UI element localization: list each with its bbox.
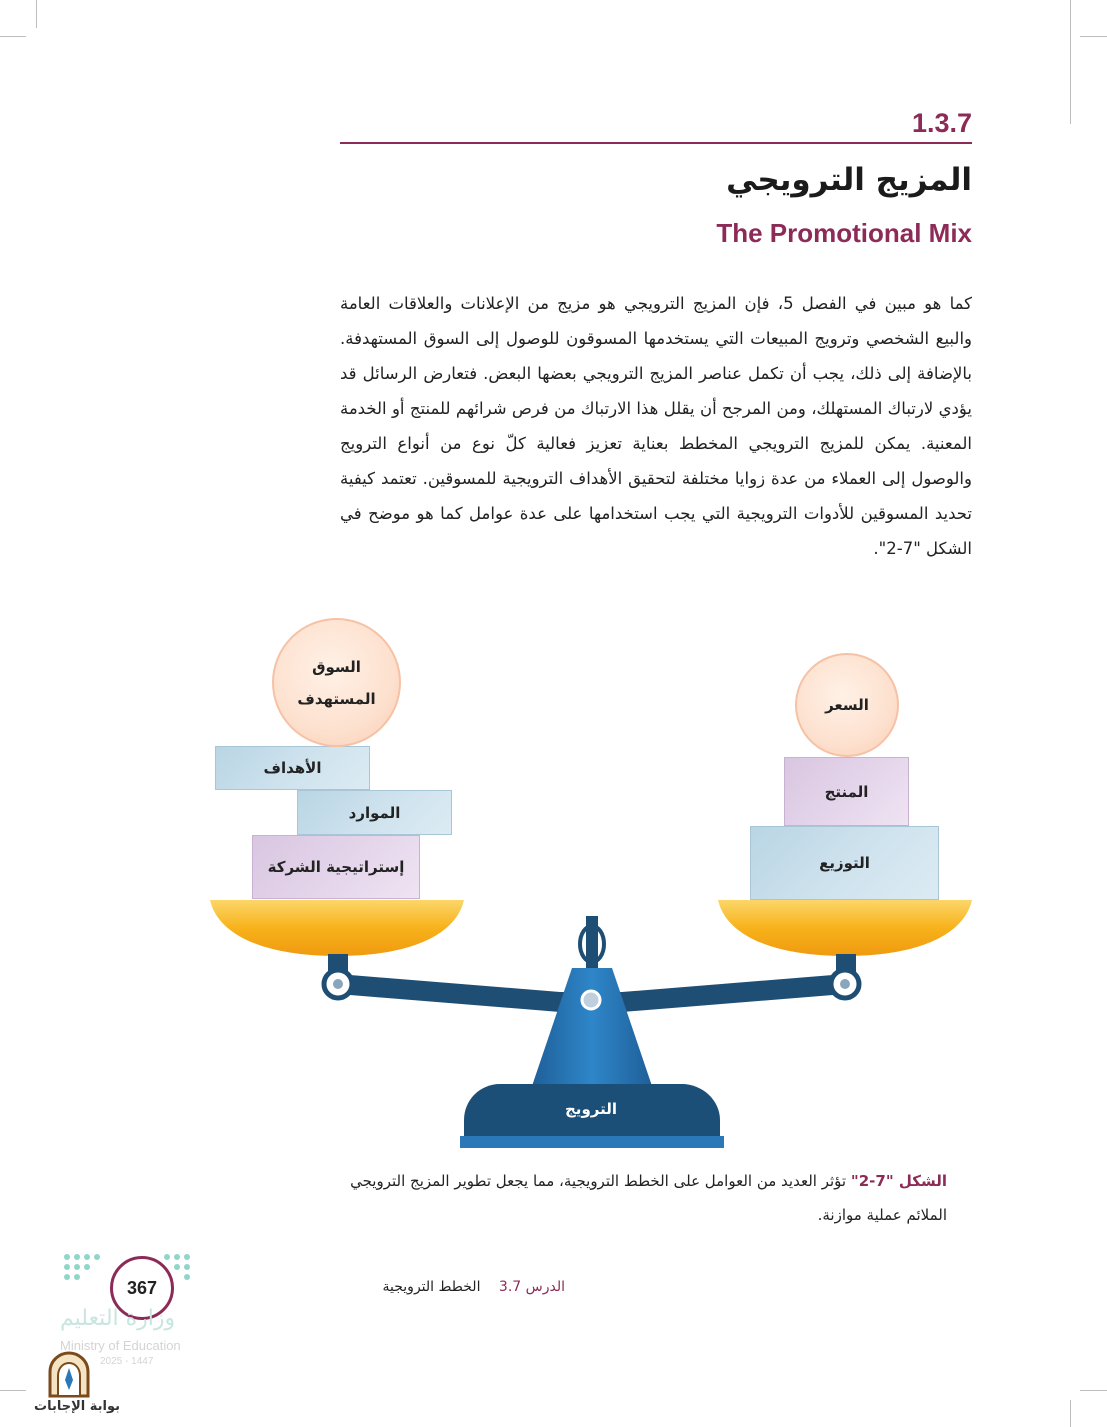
right-pan [718, 900, 972, 956]
target-market-line2: المستهدف [297, 689, 376, 708]
ministry-year: 2025 - 1447 [100, 1356, 154, 1367]
circle-target-market [272, 618, 401, 747]
page-footer [383, 1279, 565, 1295]
scale-stand [532, 968, 652, 1086]
ministry-name-arabic: وزارة التعليم [60, 1306, 176, 1331]
block-company-strategy: إستراتيجية الشركة [252, 835, 420, 899]
block-distribution: التوزيع [750, 826, 939, 900]
base-label-promotion: الترويج [565, 1100, 617, 1118]
target-market-line1: السوق [312, 657, 361, 676]
scale-base-strip [460, 1136, 724, 1148]
circle-price: السعر [795, 653, 899, 757]
section-number: 1.3.7 [911, 108, 972, 138]
watermark-text: بوابة الإجابات [34, 1399, 120, 1414]
left-pan [210, 900, 464, 956]
page-number: 367 [110, 1256, 174, 1320]
ministry-name-english: Ministry of Education [60, 1338, 181, 1353]
figure-caption [340, 1164, 947, 1232]
footer-lesson-label: الدرس [525, 1279, 565, 1295]
scale-pivot [582, 991, 600, 1009]
block-goals: الأهداف [215, 746, 370, 790]
block-product: المنتج [784, 757, 909, 826]
section-title-arabic: المزيج الترويجي [726, 162, 972, 198]
body-paragraph: كما هو مبين في الفصل 5، فإن المزيج الترويجي هو مزيج من الإعلانات والعلاقات العامة والبيع الشخصي وترويج المبيعات التي يستخدمها المسوقون للوصول إلى السوق المستهدفة. بالإضافة إلى ذلك، يجب أن تكمل عناصر المزيج الترويجي بعضها البعض. فتعارض الرسائل قد يؤدي لارتباك المستهلك، ومن المرجح أن يقلل هذا الارتباك من فرص شرائهم للمنتج أو الخدمة المعنية. يمكن للمزيج الترويجي المخطط بعناية تعزيز فعالية كلّ نوع من أنواع الترويج والوصول إلى العملاء من عدة زوايا مختلفة لتحقيق الأهداف الترويجية للمسوقين. تعتمد كيفية تحديد المسوقين للأدوات الترويجية التي يجب استخدامها على عدة عوامل كما هو موضح في الشكل "7-2". [340, 294, 973, 558]
caption-text: تؤثر العديد من العوامل على الخطط الترويجية، مما يجعل تطوير المزيج الترويجي الملائم عملية موازنة. [350, 1172, 947, 1224]
caption-label: الشكل "7-2" [850, 1172, 947, 1190]
section-title-english: The Promotional Mix [716, 218, 972, 248]
footer-lesson-number: 3.7 [498, 1279, 522, 1295]
block-resources: الموارد [297, 790, 452, 835]
footer-lesson-title: الخطط الترويجية [382, 1279, 481, 1295]
watermark-emblem-icon [46, 1350, 92, 1398]
